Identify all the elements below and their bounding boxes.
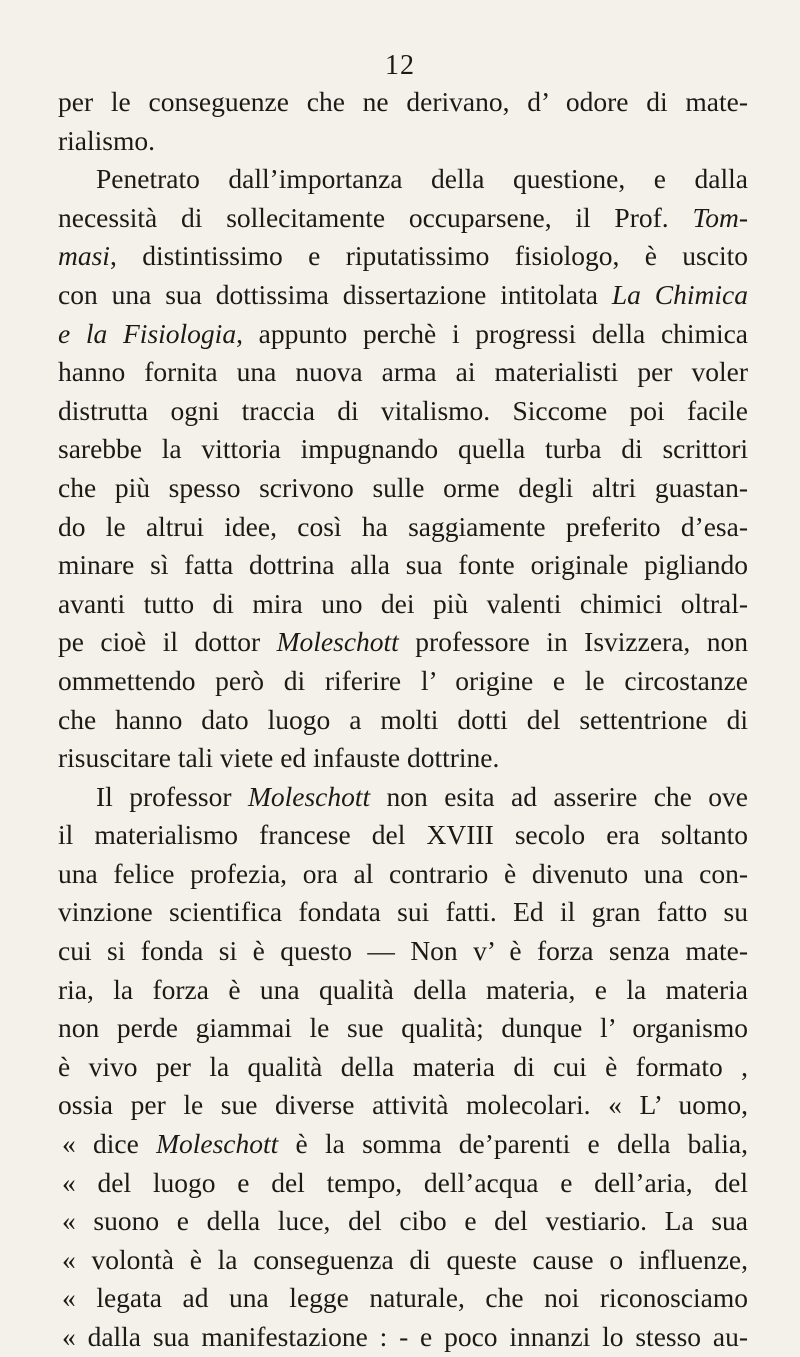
text-segment: , appunto perchè i progressi della chimica [236,317,748,349]
text-segment: Il professor [96,780,248,812]
italic-text: Moleschott [156,1128,279,1160]
italic-text: Tom- [692,201,748,233]
text-line [58,315,748,354]
text-segment: ria, la forza è una qualità della materia, e la materia [58,973,748,1005]
text-line [58,662,748,701]
text-line [58,237,748,276]
text-line [58,122,748,161]
text-line [58,739,748,778]
text-line [58,199,748,238]
text-segment: che hanno dato luogo a molti dotti del settentrione di [58,703,748,735]
text-line [58,392,748,431]
text-segment: « dalla sua manifestazione : - e poco innanzi lo stesso au- [62,1321,748,1352]
text-line [58,1125,748,1164]
text-segment: « del luogo e del tempo, dell’acqua e dell’aria, del [62,1166,748,1198]
text-line [58,932,748,971]
text-segment: il materialismo francese del XVIII secolo era soltanto [58,819,748,851]
text-segment: « dice [62,1128,157,1160]
italic-text: Moleschott [247,780,371,812]
text-line [58,469,748,508]
text-segment: , distintissimo e riputatissimo fisiologo, è uscito [109,240,748,272]
text-line [58,893,748,932]
text-segment: una felice profezia, ora al contrario è divenuto una con- [58,857,748,889]
text-line [58,1318,748,1357]
text-segment: è la somma de’parenti e della balia, [278,1128,748,1160]
text-segment: pe cioè il dottor [58,626,277,658]
body-text [58,83,748,1357]
text-segment: do le altrui idee, così ha saggiamente preferito d’esa- [58,510,748,542]
text-line [58,1048,748,1087]
text-line [58,778,748,817]
text-line [58,855,748,894]
text-line [58,816,748,855]
text-segment: con una sua dottissima dissertazione intitolata [58,278,612,310]
italic-text: e la Fisiologia [58,317,237,349]
italic-text: Moleschott [276,626,399,658]
text-segment: rialismo. [58,124,156,156]
text-line [58,1202,748,1241]
italic-text: masi [58,240,110,272]
text-line [58,160,748,199]
text-line [58,546,748,585]
text-line [58,430,748,469]
text-line [58,971,748,1010]
text-line [58,623,748,662]
text-segment: è vivo per la qualità della materia di cui è formato , [58,1050,748,1082]
text-line [58,1009,748,1048]
text-segment: sarebbe la vittoria impugnando quella turba di scrittori [58,433,748,465]
text-line [58,1279,748,1318]
text-segment: hanno fornita una nuova arma ai materialisti per voler [58,356,748,388]
text-line [58,508,748,547]
text-segment: non perde giammai le sue qualità; dunque l’ organismo [58,1012,748,1044]
text-segment: che più spesso scrivono sulle orme degli altri guastan- [58,471,748,503]
text-segment: cui si fonda si è questo — Non v’ è forza senza mate- [58,935,748,967]
text-segment: per le conseguenze che ne derivano, d’ odore di mate- [58,86,748,117]
text-segment: « volontà è la conseguenza di queste cause o influenze, [62,1243,748,1275]
text-segment: minare sì fatta dottrina alla sua fonte originale pigliando [58,549,748,581]
text-line [58,353,748,392]
text-segment: « legata ad una legge naturale, che noi riconosciamo [62,1282,748,1314]
page-number: 12 [385,50,415,81]
text-segment: ommettendo però di riferire l’ origine e le circostanze [58,664,748,696]
text-segment: risuscitare tali viete ed infauste dottrine. [58,742,500,774]
italic-text: La Chimica [611,278,748,310]
text-line [58,701,748,740]
text-segment: vinzione scientifica fondata sui fatti. Ed il gran fatto su [58,896,748,928]
text-segment: non esita ad asserire che ove [370,780,748,812]
text-segment: ossia per le sue diverse attività molecolari. « L’ uomo, [58,1089,748,1121]
text-segment: necessità di sollecitamente occuparsene, il Prof. [58,201,693,233]
text-line [58,585,748,624]
text-line [58,83,748,122]
text-line [58,1164,748,1203]
text-segment: « suono e della luce, del cibo e del vestiario. La sua [62,1205,748,1237]
text-segment: distrutta ogni traccia di vitalismo. Siccome poi facile [58,394,748,426]
text-line [58,276,748,315]
text-segment: avanti tutto di mira uno dei più valenti chimici oltral- [58,587,748,619]
text-line [58,1241,748,1280]
text-segment: professore in Isvizzera, non [398,626,748,658]
text-segment: Penetrato dall’importanza della questione, e dalla [96,163,748,195]
text-line [58,1086,748,1125]
